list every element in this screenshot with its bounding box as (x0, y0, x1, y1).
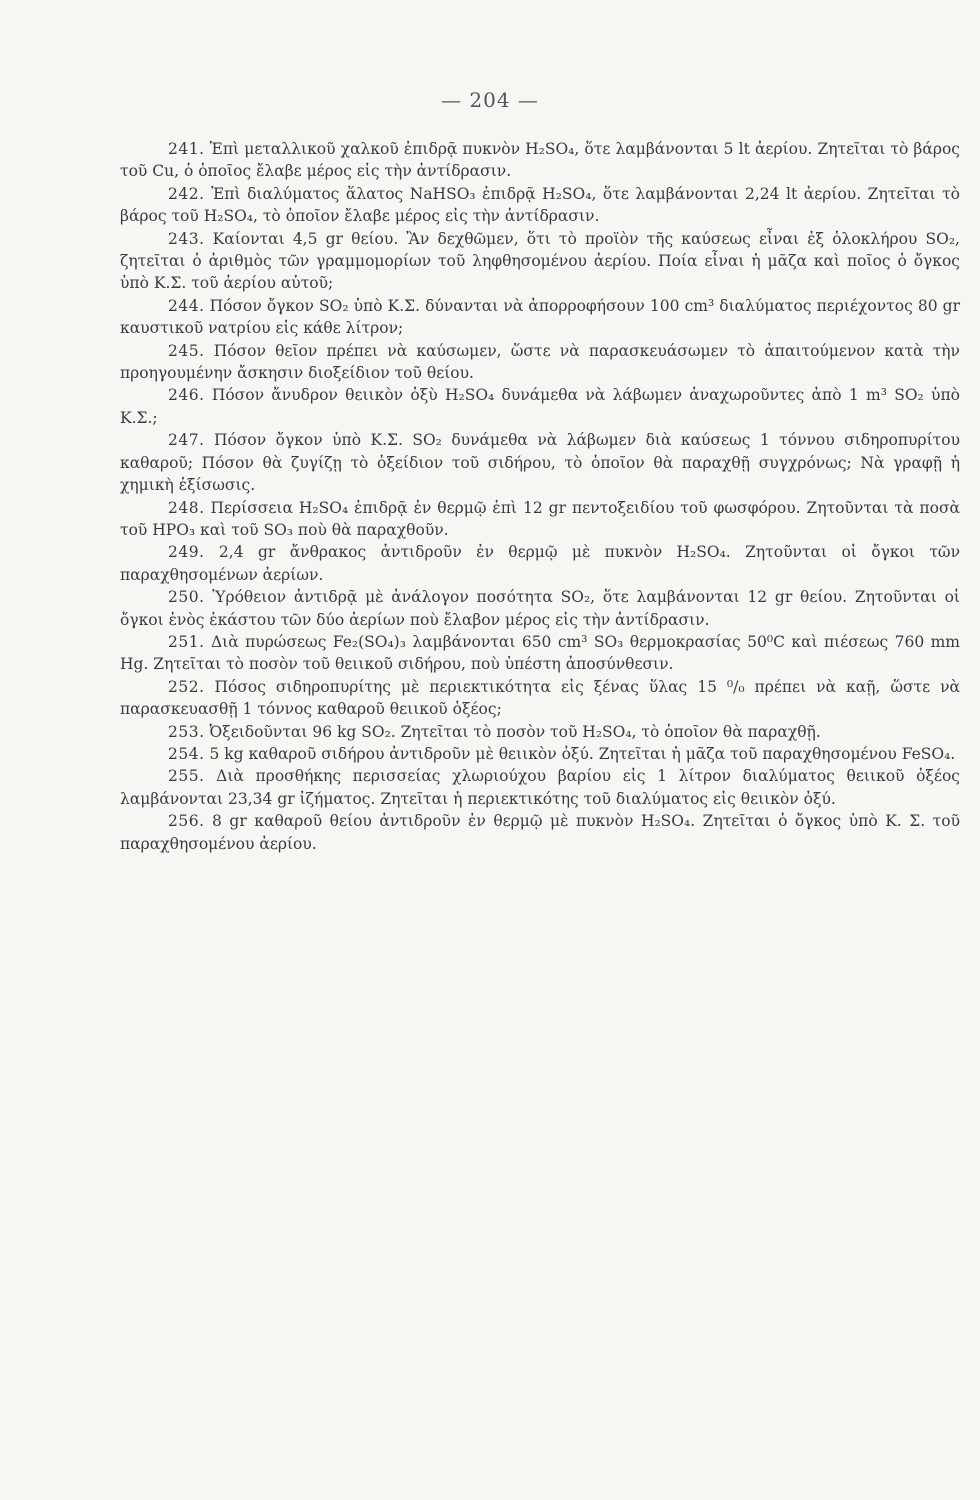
problem-number: 249. (168, 543, 205, 562)
problem-text: Πόσον ὄγκον ὑπὸ Κ.Σ. SO₂ δυνάμεθα νὰ λάβωμεν διὰ καύσεως 1 τόννου σιδηροπυρίτου καθαροῦ; Πόσον θὰ ζυγίζῃ τὸ ὀξείδιον τοῦ σιδήρου, τὸ ὁποῖον θὰ παραχθῇ συγχρόνως; Νὰ γραφῇ ἡ χημικὴ ἐξίσωσις. (120, 431, 960, 495)
problem-255 (120, 765, 960, 810)
problem-number: 245. (168, 341, 205, 360)
problem-248 (120, 497, 960, 542)
problem-number: 252. (168, 677, 205, 696)
problem-245 (120, 340, 960, 385)
problem-number: 247. (168, 431, 205, 450)
problem-text: Ἐπὶ μεταλλικοῦ χαλκοῦ ἐπιδρᾷ πυκνὸν H₂SO₄, ὅτε λαμβάνονται 5 lt ἀερίου. Ζητεῖται τὸ βάρος τοῦ Cu, ὁ ὁποῖος ἔλαβε μέρος εἰς τὴν ἀντίδρασιν. (120, 140, 960, 181)
problem-number: 244. (168, 296, 205, 315)
problem-text: Ἐπὶ διαλύματος ἅλατος NaHSO₃ ἐπιδρᾷ H₂SO₄, ὅτε λαμβάνονται 2,24 lt ἀερίου. Ζητεῖται τὸ βάρος τοῦ H₂SO₄, τὸ ὁποῖον ἔλαβε μέρος εἰς τὴν ἀντίδρασιν. (120, 184, 960, 226)
problem-246 (120, 384, 960, 429)
problem-250 (120, 586, 960, 631)
problem-256 (120, 810, 960, 855)
problem-251 (120, 631, 960, 676)
problem-number: 253. (168, 722, 205, 741)
problem-243 (120, 228, 960, 295)
problem-254 (120, 743, 960, 765)
problem-text: Πόσον θεῖον πρέπει νὰ καύσωμεν, ὥστε νὰ παρασκευάσωμεν τὸ ἀπαιτούμενον κατὰ τὴν προηγουμένην ἄσκησιν διοξείδιον τοῦ θείου. (120, 341, 960, 383)
problem-249 (120, 541, 960, 586)
problem-text: Ὑρόθειον ἀντιδρᾷ μὲ ἀνάλογον ποσότητα SO₂, ὅτε λαμβάνονται 12 gr θείου. Ζητοῦνται οἱ ὄγκοι ἑνὸς ἑκάστου τῶν δύο ἀερίων ποὺ ἔλαβον μέρος εἰς τὴν ἀντίδρασιν. (120, 588, 960, 629)
problem-number: 255. (168, 767, 205, 786)
problem-text: 5 kg καθαροῦ σιδήρου ἀντιδροῦν μὲ θειικὸν ὀξύ. Ζητεῖται ἡ μᾶζα τοῦ παραχθησομένου FeSO₄. (209, 744, 956, 763)
problem-list (120, 138, 960, 855)
problem-247 (120, 429, 960, 496)
problem-number: 256. (168, 812, 205, 831)
problem-text: 8 gr καθαροῦ θείου ἀντιδροῦν ἐν θερμῷ μὲ πυκνὸν H₂SO₄. Ζητεῖται ὁ ὄγκος ὑπὸ Κ. Σ. τοῦ παραχθησομένου ἀερίου. (120, 812, 960, 853)
problem-242 (120, 183, 960, 228)
problem-252 (120, 676, 960, 721)
problem-text: 2,4 gr ἄνθρακος ἀντιδροῦν ἐν θερμῷ μὲ πυκνὸν H₂SO₄. Ζητοῦνται οἱ ὄγκοι τῶν παραχθησομένων ἀερίων. (120, 543, 960, 584)
problem-number: 248. (168, 498, 205, 517)
problem-number: 246. (168, 386, 205, 405)
problem-text: Ὀξειδοῦνται 96 kg SO₂. Ζητεῖται τὸ ποσὸν τοῦ H₂SO₄, τὸ ὁποῖον θὰ παραχθῇ. (209, 722, 821, 741)
problem-text: Διὰ πυρώσεως Fe₂(SO₄)₃ λαμβάνονται 650 cm³ SO₃ θερμοκρασίας 50⁰C καὶ πιέσεως 760 mm Hg. Ζητεῖται τὸ ποσὸν τοῦ θειικοῦ σιδήρου, ποὺ ὑπέστη ἀποσύνθεσιν. (120, 632, 960, 674)
problem-text: Πόσος σιδηροπυρίτης μὲ περιεκτικότητα εἰς ξένας ὕλας 15 ⁰/₀ πρέπει νὰ καῇ, ὥστε νὰ παρασκευασθῇ 1 τόννος καθαροῦ θειικοῦ ὀξέος; (120, 677, 960, 719)
problem-number: 254. (168, 744, 205, 763)
problem-text: Πόσον ἄνυδρον θειικὸν ὀξὺ H₂SO₄ δυνάμεθα νὰ λάβωμεν ἀναχωροῦντες ἀπὸ 1 m³ SO₂ ὑπὸ Κ.Σ.; (120, 386, 960, 427)
problem-number: 243. (168, 229, 205, 248)
problem-253 (120, 721, 960, 743)
problem-number: 241. (168, 140, 205, 158)
problem-text: Διὰ προσθήκης περισσείας χλωριούχου βαρίου εἰς 1 λίτρον διαλύματος θειικοῦ ὀξέος λαμβάνονται 23,34 gr ἰζήματος. Ζητεῖται ἡ περιεκτικότης τοῦ διαλύματος εἰς θειικὸν ὀξύ. (120, 767, 960, 808)
problem-244 (120, 295, 960, 340)
problem-text: Καίονται 4,5 gr θείου. Ἂν δεχθῶμεν, ὅτι τὸ προϊὸν τῆς καύσεως εἶναι ἐξ ὁλοκλήρου SO₂, ζητεῖται ὁ ἀριθμὸς τῶν γραμμομορίων τοῦ ληφθησομένου ἀερίου. Ποία εἶναι ἡ μᾶζα καὶ ποῖος ὁ ὄγκος ὑπὸ Κ.Σ. τοῦ ἀερίου αὐτοῦ; (120, 229, 960, 293)
problem-number: 251. (168, 632, 205, 651)
problem-text: Πόσον ὄγκον SO₂ ὑπὸ Κ.Σ. δύνανται νὰ ἀπορροφήσουν 100 cm³ διαλύματος περιέχοντος 80 gr καυστικοῦ νατρίου εἰς κάθε λίτρον; (120, 296, 960, 338)
problem-241 (120, 138, 960, 183)
page-number: — 204 — (441, 88, 539, 112)
problem-number: 242. (168, 184, 205, 203)
problem-number: 250. (168, 588, 205, 607)
problem-text: Περίσσεια H₂SO₄ ἐπιδρᾷ ἐν θερμῷ ἐπὶ 12 gr πεντοξειδίου τοῦ φωσφόρου. Ζητοῦνται τὰ ποσὰ τοῦ HPO₃ καὶ τοῦ SO₃ ποὺ θὰ παραχθοῦν. (120, 498, 960, 539)
